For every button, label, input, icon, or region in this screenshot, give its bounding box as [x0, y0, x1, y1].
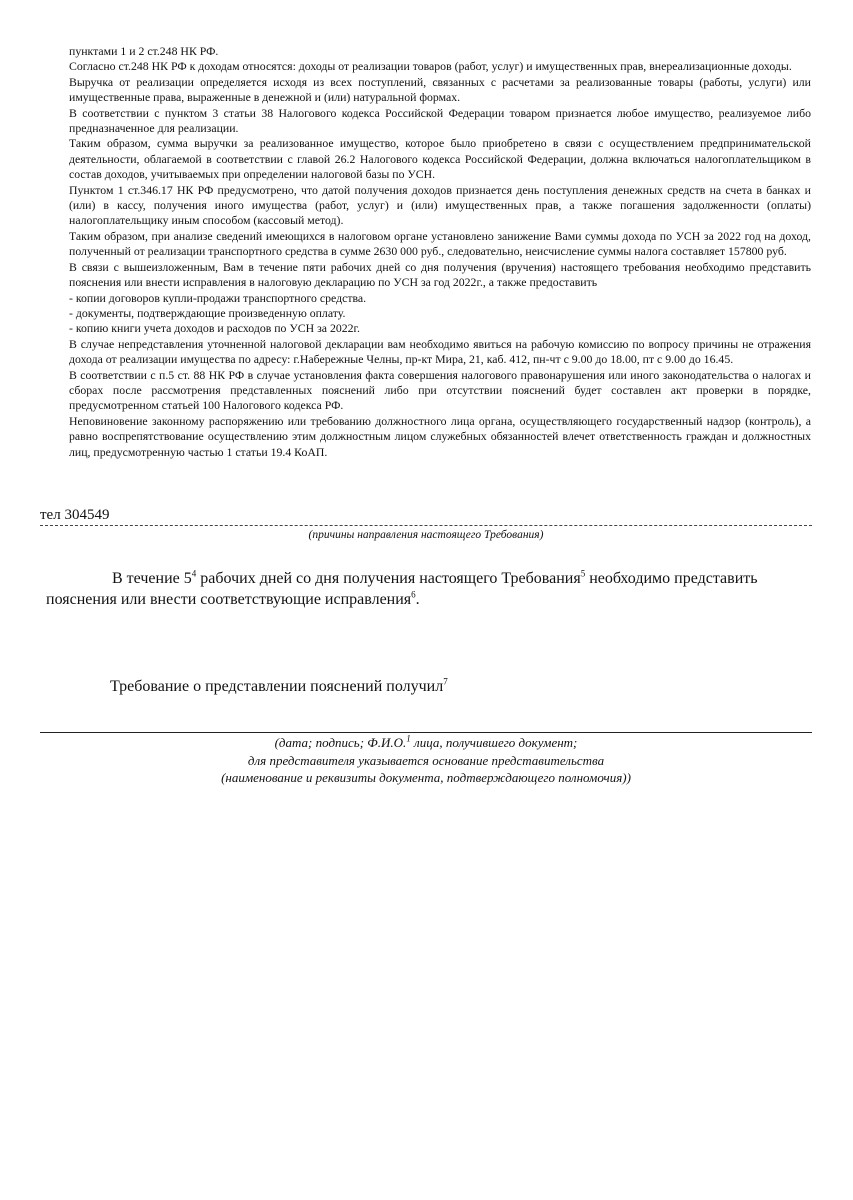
requirement-text: В течение 5	[112, 570, 192, 587]
footnote-mark: 6	[411, 589, 416, 600]
list-item: - копию книги учета доходов и расходов по УСН за 2022г.	[69, 321, 360, 336]
caption-text: лица, получившего документ;	[410, 735, 578, 750]
paragraph: В связи с вышеизложенным, Вам в течение пяти рабочих дней со дня получения (вручения) настоящего требования необходимо представить пояснения или внести исправления в налоговую декларацию по УСН за год 2022г., а также предоставить	[69, 259, 811, 290]
paragraph: Выручка от реализации определяется исходя из всех поступлений, связанных с расчетами за реализованные товары (работы, услуги) или имущественные права, выраженные в денежной и (или) натуральной формах.	[69, 74, 811, 105]
footnote-mark: 4	[191, 568, 197, 579]
list-item: - копии договоров купли-продажи транспортного средства.	[69, 290, 367, 305]
footnote-mark: 7	[443, 676, 448, 687]
list-item: - документы, подтверждающие произведенную оплату.	[69, 305, 346, 320]
footnote-mark: 1	[406, 733, 411, 744]
requirement-text: необходимо представить	[585, 570, 758, 587]
reason-caption: (причины направления настоящего Требования)	[308, 529, 544, 541]
paragraph: Таким образом, сумма выручки за реализованное имущество, которое было приобретено в связи с осуществлением предпринимательской деятельности, облагаемой в соответствии с главой 26.2 Налогового кодекса Российской Федерации, должна включаться налогоплательщиком в состав доходов, учитываемых при определении налоговой базы по УСН.	[69, 136, 811, 182]
requirement-text: .	[415, 591, 420, 608]
caption-text: для представителя указывается основание представительства	[247, 752, 605, 768]
paragraph: Таким образом, при анализе сведений имеющихся в налоговом органе установлено занижение Вами суммы дохода по УСН за 2022 год на доход, полученный от реализации транспортного средства в сумме 2630 000 руб., следовательно, неисчисление суммы налога составляет 157800 руб.	[69, 228, 811, 259]
paragraph: В соответствии с пунктом 3 статьи 38 Налогового кодекса Российской Федерации товаром признается любое имущество, реализуемое либо предназначенное для реализации.	[69, 105, 811, 136]
received-text: Требование о представлении пояснений получил	[110, 678, 444, 695]
signature-line	[40, 732, 812, 733]
requirement-statement	[46, 568, 816, 610]
paragraph: Пунктом 1 ст.346.17 НК РФ предусмотрено, что датой получения доходов признается день поступления денежных средств на счета в банках и (или) в кассу, получения иного имущества (работ, услуг) и (или) имущественных прав, а также погашения задолженности (оплаты) налогоплательщику иным способом (кассовый метод).	[69, 182, 811, 228]
paragraph: Неповиновение законному распоряжению или требованию должностного лица органа, осуществляющего государственный надзор (контроль), а равно воспрепятствование осуществлению этим должностным лицом служебных обязанностей влечет ответственность граждан и должностных лиц, предусмотренную частью 1 статьи 19.4 КоАП.	[69, 413, 811, 459]
phone-number: тел 304549	[40, 507, 110, 523]
paragraph: В случае непредставления уточненной налоговой декларации вам необходимо явиться на рабочую комиссию по вопросу причины не отражения дохода от реализации имущества по адресу: г.Набережные Челны, пр-кт Мира, 21, каб. 412, пн-чт с 9.00 до 18.00, пт с 9.00 до 16.45.	[69, 336, 811, 367]
signature-caption	[40, 734, 812, 787]
caption-text: (наименование и реквизиты документа, подтверждающего полномочия))	[221, 770, 631, 785]
requirement-text: пояснения или внести соответствующие исправления	[46, 591, 412, 608]
requirement-text: рабочих дней со дня получения настоящего Требования	[196, 570, 581, 587]
paragraph: пунктами 1 и 2 ст.248 НК РФ.	[69, 44, 219, 58]
received-statement	[110, 677, 448, 697]
paragraph: В соответствии с п.5 ст. 88 НК РФ в случае установления факта совершения налогового правонарушения или иного законодательства о налогах и сборах после рассмотрения представленных пояснений либо при отсутствии пояснений будет составлен акт проверки в порядке, предусмотренном статьей 100 Налогового кодекса РФ.	[69, 367, 811, 413]
paragraph: Согласно ст.248 НК РФ к доходам относятся: доходы от реализации товаров (работ, услуг) и имущественных прав, внереализационные доходы.	[69, 59, 792, 74]
body-text	[69, 44, 811, 460]
footnote-mark: 5	[580, 568, 586, 579]
caption-text: (дата; подпись; Ф.И.О.	[274, 735, 407, 750]
dashed-divider	[40, 525, 812, 526]
